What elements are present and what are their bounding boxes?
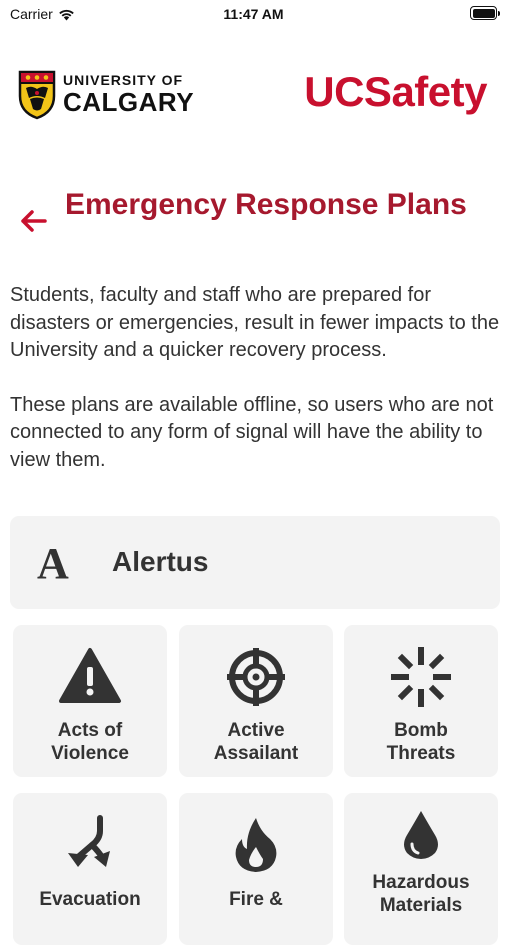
logo-text-line1: UNIVERSITY OF [63,72,184,88]
carrier-label: Carrier [10,6,53,22]
tile-label: Fire & [229,889,283,910]
crosshair-icon [226,647,286,707]
tile-bomb-threats[interactable] [344,625,498,777]
status-time: 11:47 AM [223,6,284,22]
tile-evacuation[interactable] [13,793,167,945]
page-title: Emergency Response Plans [65,188,467,221]
tile-hazardous-materials[interactable] [344,793,498,945]
alertus-logo-icon: A [37,539,69,588]
tile-fire[interactable] [179,793,333,945]
app-name-logo: UCSafety [304,68,487,115]
burst-icon [391,647,451,707]
app-header [0,66,507,126]
back-arrow-icon[interactable] [18,208,48,234]
tile-label: Acts of Violence [51,720,129,764]
tile-label: Bomb Threats [386,720,456,764]
alertus-button[interactable] [10,516,500,609]
university-crest-icon [17,68,57,120]
logo-text-line2: CALGARY [63,87,195,117]
droplet-icon [401,809,441,861]
tile-acts-of-violence[interactable] [13,625,167,777]
tile-label: Active Assailant [213,720,299,764]
alertus-label: Alertus [112,546,209,577]
university-logo [17,68,194,120]
split-arrow-icon [62,815,118,875]
intro-paragraph: These plans are available offline, so users who are not connected to any form of signal will have the ability to view them. [10,393,494,471]
tile-active-assailant[interactable] [179,625,333,777]
tile-label: Evacuation [39,889,141,910]
intro-paragraph: Students, faculty and staff who are prepared for disasters or emergencies, result in fewer impacts to the University and a quicker recovery process. [10,284,500,361]
battery-icon [470,6,497,20]
tile-label: Hazardous Materials [372,872,470,916]
warning-triangle-icon [58,647,122,705]
intro-text [10,282,500,474]
flame-icon [232,815,280,875]
status-bar [0,0,507,30]
